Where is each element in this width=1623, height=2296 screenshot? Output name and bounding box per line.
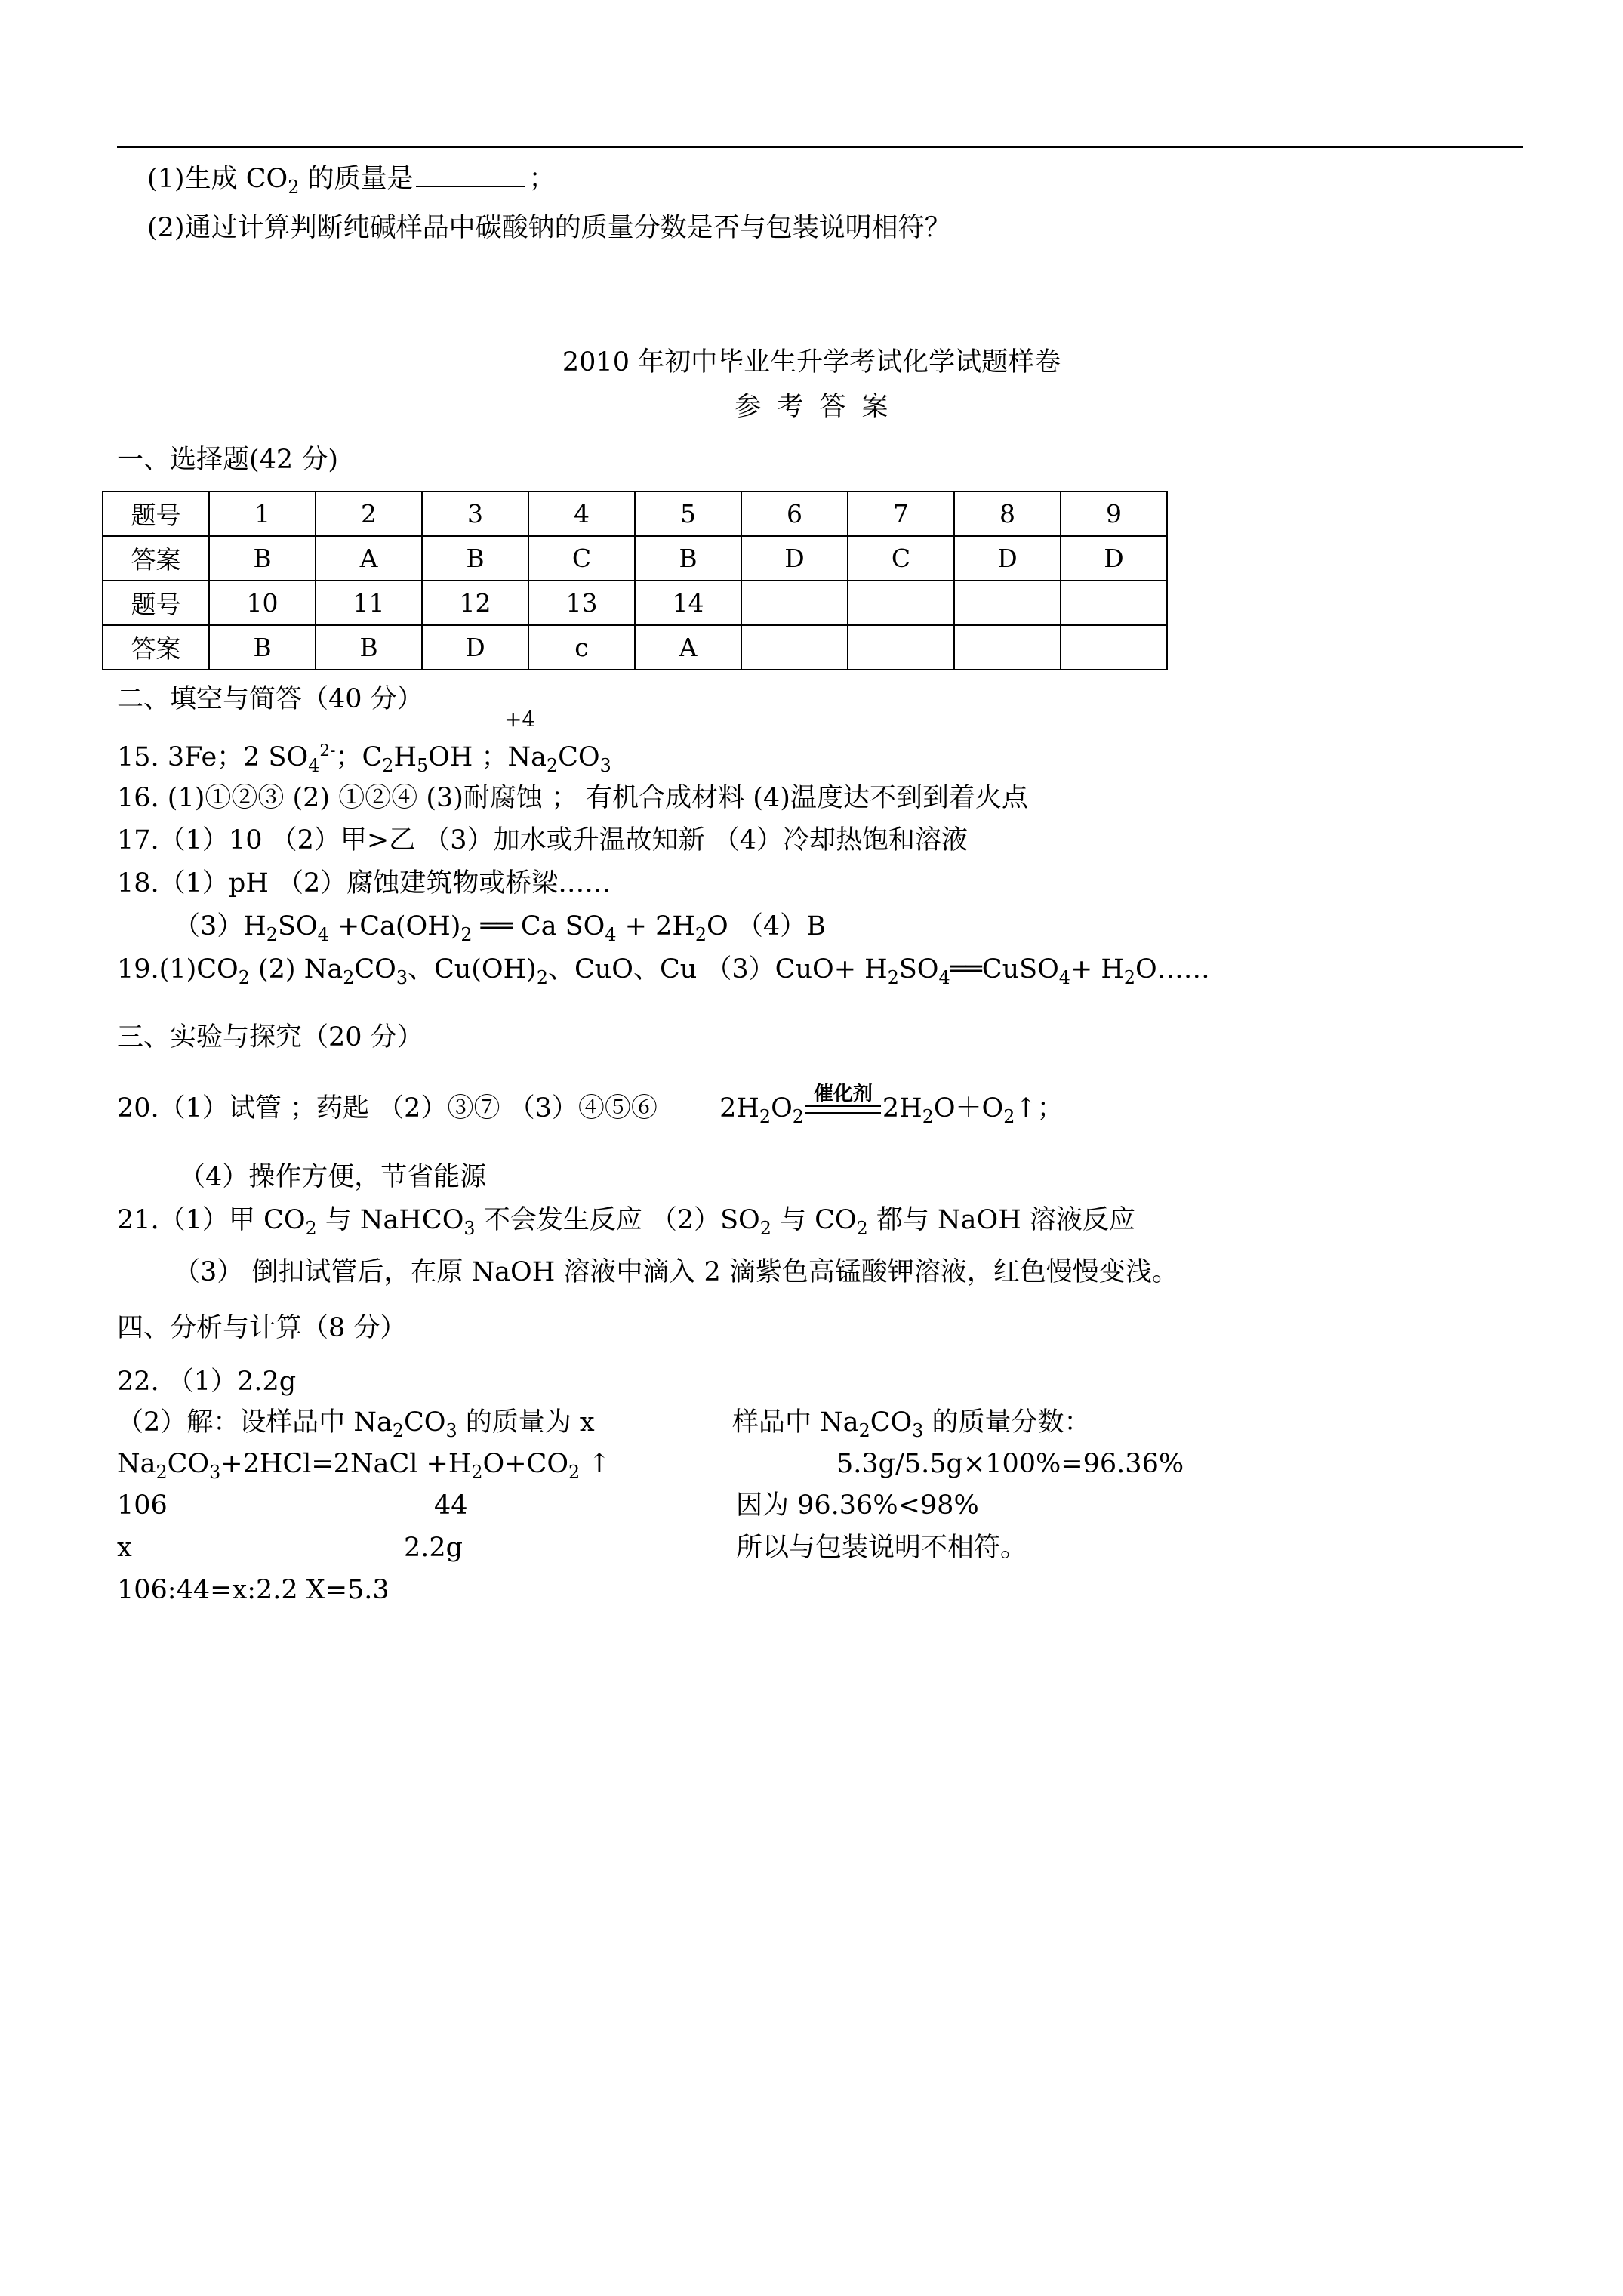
subscript: 2	[471, 1461, 483, 1483]
subscript: 5	[416, 754, 429, 776]
subscript: 4	[938, 966, 950, 988]
subscript: 2	[759, 1105, 771, 1127]
subscript: 2	[288, 176, 300, 198]
answer-text: ══ Ca SO	[472, 911, 605, 942]
equation-text: Na	[117, 1449, 156, 1479]
answer-text: + 2H	[616, 911, 695, 942]
table-cell	[1061, 581, 1167, 625]
answer-22-equation	[117, 1447, 611, 1483]
subscript: 3	[463, 1217, 476, 1239]
question-2-number: (2)	[147, 213, 185, 243]
subscript: 2	[922, 1105, 934, 1127]
table-cell: 12	[422, 581, 528, 625]
answer-text: + H	[1070, 954, 1124, 985]
subscript: 2	[392, 1419, 405, 1441]
subscript: 3	[599, 754, 611, 776]
answer-number: 15.	[117, 742, 159, 772]
table-cell: B	[209, 536, 316, 581]
answer-text: 都与 NaOH 溶液反应	[867, 1205, 1135, 1235]
answer-text: ══CuSO	[950, 954, 1059, 985]
table-cell	[954, 581, 1061, 625]
answer-22-var-x: x	[117, 1533, 132, 1563]
subscript: 2	[759, 1217, 771, 1239]
answer-text: 不会发生反应 （2）SO	[475, 1205, 760, 1235]
table-cell	[954, 625, 1061, 670]
subscript: 2	[460, 923, 473, 945]
subscript: 2	[858, 1419, 870, 1441]
table-cell: 11	[316, 581, 422, 625]
equation-text: ↑	[580, 1449, 611, 1479]
table-cell	[741, 581, 848, 625]
answer-21-line-2: （3） 倒扣试管后，在原 NaOH 溶液中滴入 2 滴紫色高锰酸钾溶液，红色慢慢变浅。	[174, 1257, 1178, 1287]
answer-text: 21.（1）甲 CO	[117, 1205, 306, 1235]
question-1-text: 生成 CO	[184, 164, 288, 194]
table-cell: D	[422, 625, 528, 670]
answer-text: 、Cu(OH)	[407, 954, 537, 985]
table-cell: D	[741, 536, 848, 581]
table-cell: B	[422, 536, 528, 581]
answer-text: 3Fe；2 SO	[167, 742, 309, 772]
answer-text: CO	[404, 1407, 446, 1438]
answer-text: 样品中 Na	[732, 1407, 859, 1438]
answer-16: 16. (1)①②③ (2) ①②④ (3)耐腐蚀 ； 有机合成材料 (4)温度达不到到着火点	[117, 783, 1028, 813]
answer-19	[117, 953, 1210, 988]
table-cell: 5	[635, 492, 741, 536]
subscript: 2	[266, 923, 278, 945]
answer-text: （3）H	[174, 911, 266, 942]
equation-text: O	[771, 1093, 793, 1123]
subscript: 2	[1003, 1105, 1015, 1127]
answer-text: CO	[870, 1407, 913, 1438]
question-2	[147, 211, 951, 245]
table-cell: B	[635, 536, 741, 581]
answer-18-line-1: 18.（1）pH （2）腐蚀建筑物或桥梁……	[117, 868, 611, 898]
answer-table	[102, 491, 1168, 670]
table-cell: 14	[635, 581, 741, 625]
table-cell	[741, 625, 848, 670]
section-heading-4: 四、分析与计算（8 分）	[117, 1313, 407, 1343]
answer-blank[interactable]	[416, 163, 525, 187]
equation-text: CO	[167, 1449, 210, 1479]
table-cell: D	[954, 536, 1061, 581]
answer-text: SO	[898, 954, 939, 985]
answer-text: CO	[354, 954, 396, 985]
answer-22-line-1: 22. （1）2.2g	[117, 1367, 297, 1397]
subscript: 2	[536, 966, 548, 988]
table-cell: c	[528, 625, 635, 670]
equation-text: +2HCl=2NaCl +H	[220, 1449, 472, 1479]
answer-22-solve-intro	[117, 1406, 595, 1441]
catalyst-arrow	[805, 1083, 881, 1114]
answer-15	[117, 741, 611, 778]
table-cell	[848, 581, 954, 625]
page-title: 2010 年初中毕业生升学考试化学试题样卷	[562, 347, 1061, 378]
subscript: 4	[605, 923, 617, 945]
table-cell: 3	[422, 492, 528, 536]
table-cell: 1	[209, 492, 316, 536]
subscript: 4	[1058, 966, 1070, 988]
answer-text: OH ；Na	[428, 742, 547, 772]
section-heading-1: 一、选择题(42 分)	[117, 445, 338, 475]
answer-text: O……	[1135, 954, 1210, 985]
answer-text: H	[393, 742, 417, 772]
answer-text: 、CuO、Cu （3）CuO+ H	[547, 954, 888, 985]
answer-text: ；C	[335, 742, 383, 772]
answer-20-line-1	[117, 1083, 1064, 1127]
table-cell: 2	[316, 492, 422, 536]
table-cell: 9	[1061, 492, 1167, 536]
table-cell	[848, 625, 954, 670]
answer-20-line-2: （4）操作方便，节省能源	[179, 1162, 487, 1192]
subscript: 2	[305, 1217, 317, 1239]
subscript: 2	[887, 966, 899, 988]
table-cell: 10	[209, 581, 316, 625]
equation-text: O＋O	[933, 1093, 1004, 1123]
answer-18-line-2	[174, 910, 826, 945]
answer-text: O （4）B	[707, 911, 826, 942]
answer-text: SO	[277, 911, 318, 942]
subscript: 3	[445, 1419, 457, 1441]
table-cell: 答案	[103, 536, 209, 581]
subscript: 2	[694, 923, 707, 945]
question-2-text: 通过计算判断纯碱样品中碳酸钠的质量分数是否与包装说明相符？	[184, 213, 951, 243]
answer-22-conclusion: 所以与包装说明不相符。	[736, 1533, 1027, 1563]
answer-22-mass-44: 44	[434, 1490, 468, 1521]
answer-text: CO	[558, 742, 600, 772]
subscript: 3	[209, 1461, 221, 1483]
table-row	[103, 536, 1167, 581]
valence-mark: +4	[504, 707, 536, 732]
subscript: 2	[238, 966, 250, 988]
table-cell: 题号	[103, 492, 209, 536]
subscript: 2	[382, 754, 394, 776]
table-row	[103, 581, 1167, 625]
table-cell: 13	[528, 581, 635, 625]
equation-text: O+CO	[482, 1449, 569, 1479]
section-heading-3: 三、实验与探究（20 分）	[117, 1022, 423, 1052]
superscript: 2-	[319, 741, 336, 760]
table-cell	[1061, 625, 1167, 670]
question-1-tail: ；	[528, 164, 556, 194]
table-cell: A	[316, 536, 422, 581]
table-cell: 6	[741, 492, 848, 536]
table-cell: B	[209, 625, 316, 670]
table-cell: 4	[528, 492, 635, 536]
equation-text: ↑；	[1015, 1093, 1064, 1123]
answer-text: 与 NaHCO	[316, 1205, 464, 1235]
table-row	[103, 492, 1167, 536]
equation-text: 2H	[719, 1093, 759, 1123]
answer-text: 的质量为 x	[457, 1407, 595, 1438]
answer-text: （2）解：设样品中 Na	[117, 1407, 393, 1438]
answer-text: (2) Na	[249, 954, 343, 985]
answer-22-mass-106: 106	[117, 1490, 168, 1521]
subscript: 2	[792, 1105, 804, 1127]
answer-text: 的质量分数：	[923, 1407, 1091, 1438]
answer-21-line-1	[117, 1203, 1135, 1239]
subscript: 2	[856, 1217, 868, 1239]
table-cell: D	[1061, 536, 1167, 581]
answer-text: 与 CO	[771, 1205, 857, 1235]
subscript: 3	[912, 1419, 924, 1441]
subscript: 4	[308, 754, 320, 776]
answer-22-percentage: 5.3g/5.5g×100%=96.36%	[836, 1449, 1184, 1479]
page-subtitle: 参 考 答 案	[735, 392, 888, 422]
table-cell: C	[528, 536, 635, 581]
answer-text: +Ca(OH)	[328, 911, 461, 942]
answer-22-fraction-label	[732, 1406, 1091, 1441]
subscript: 3	[396, 966, 408, 988]
table-cell: C	[848, 536, 954, 581]
table-cell: 答案	[103, 625, 209, 670]
answer-17: 17.（1）10 （2）甲>乙 （3）加水或升温故知新 （4）冷却热饱和溶液	[117, 825, 968, 855]
subscript: 2	[156, 1461, 168, 1483]
catalyst-label: 催化剂	[813, 1083, 873, 1105]
table-cell: 7	[848, 492, 954, 536]
subscript: 4	[317, 923, 329, 945]
table-row	[103, 625, 1167, 670]
table-cell: A	[635, 625, 741, 670]
table-cell: 8	[954, 492, 1061, 536]
subscript: 2	[343, 966, 355, 988]
equation-text: 2H	[882, 1093, 922, 1123]
question-1	[147, 162, 555, 198]
answer-22-compare: 因为 96.36%<98%	[736, 1490, 979, 1521]
table-cell: 题号	[103, 581, 209, 625]
top-divider-line	[117, 146, 1523, 148]
subscript: 2	[568, 1461, 581, 1483]
table-cell: B	[316, 625, 422, 670]
answer-22-value: 2.2g	[404, 1533, 463, 1563]
question-1-text-b: 的质量是	[299, 164, 414, 194]
question-1-number: (1)	[147, 164, 185, 194]
subscript: 2	[546, 754, 559, 776]
subscript: 2	[1123, 966, 1136, 988]
section-heading-2: 二、填空与简答（40 分）	[117, 684, 423, 714]
answer-text: 20.（1）试管 ；药匙 （2）③⑦ （3）④⑤⑥	[117, 1093, 658, 1123]
answer-text: 19.(1)CO	[117, 954, 239, 985]
answer-22-ratio: 106:44=x:2.2 X=5.3	[117, 1575, 390, 1605]
